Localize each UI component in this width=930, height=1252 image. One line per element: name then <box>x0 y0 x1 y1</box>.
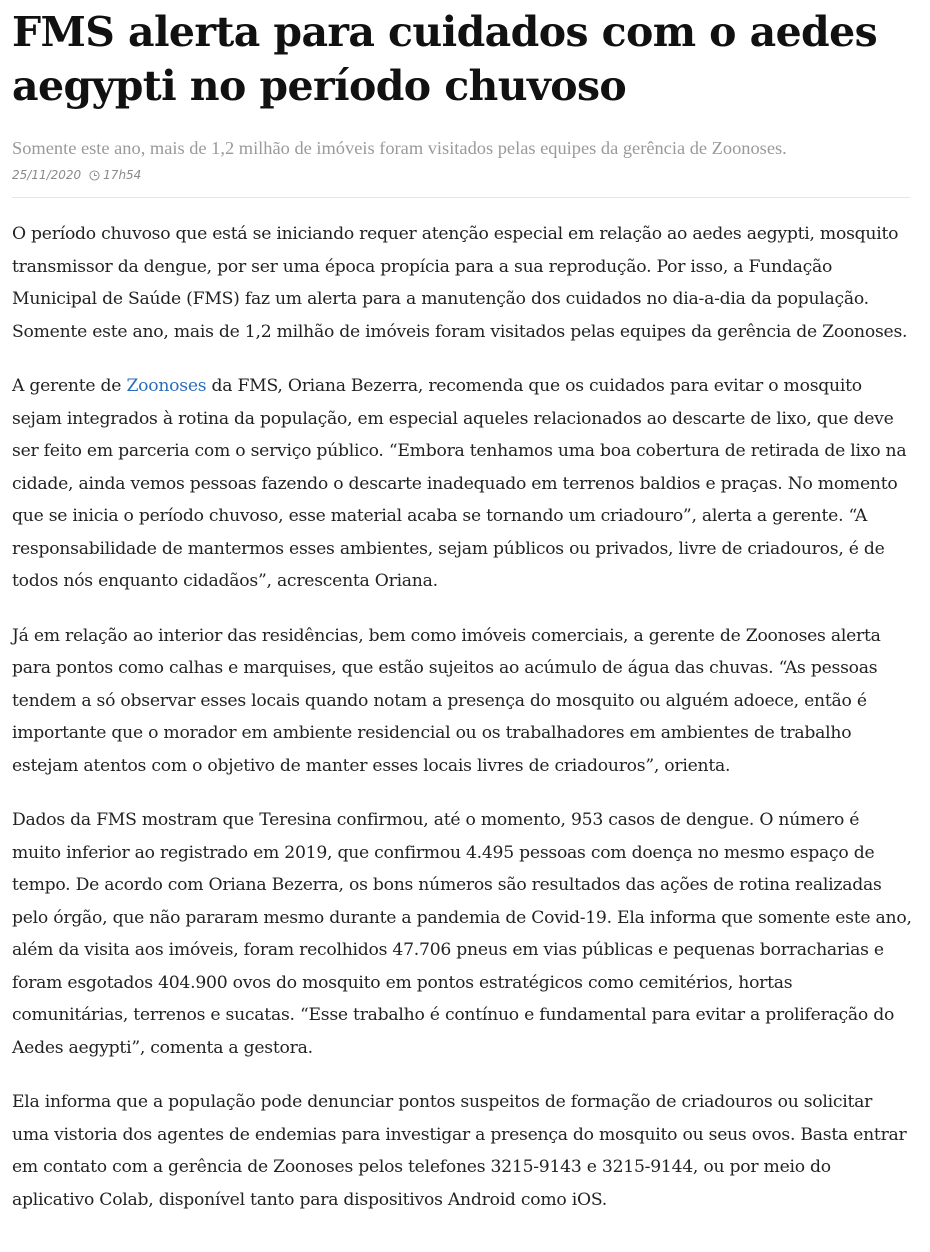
article-meta <box>12 167 912 183</box>
paragraph-5: Ela informa que a população pode denunciar pontos suspeitos de formação de criadouros ou solicitar uma vistoria dos agentes de endemias para investigar a presença do mosquito ou seus ovos. Basta entrar em contato com a gerência de Zoonoses pelos telefones 3215-9143 e 3215-9144, ou por meio do aplicativo Colab, disponível tanto para dispositivos Android como iOS. <box>12 1092 907 1210</box>
paragraph-4: Dados da FMS mostram que Teresina confirmou, até o momento, 953 casos de dengue. O número é muito inferior ao registrado em 2019, que confirmou 4.495 pessoas com doença no mesmo espaço de tempo. De acordo com Oriana Bezerra, os bons números são resultados das ações de rotina realizadas pelo órgão, que não pararam mesmo durante a pandemia de Covid-19. Ela informa que somente este ano, além da visita aos imóveis, foram recolhidos 47.706 pneus em vias públicas e pequenas borracharias e foram esgotados 404.900 ovos do mosquito em pontos estratégicos como cemitérios, hortas comunitárias, terrenos e sucatas. “Esse trabalho é contínuo e fundamental para evitar a proliferação do Aedes aegypti”, comenta a gestora. <box>12 810 912 1058</box>
paragraph-3: Já em relação ao interior das residências, bem como imóveis comerciais, a gerente de Zoonoses alerta para pontos como calhas e marquises, que estão sujeitos ao acúmulo de água das chuvas. “As pessoas tendem a só observar esses locais quando notam a presença do mosquito ou alguém adoece, então é importante que o morador em ambiente residencial ou os trabalhadores em ambientes de trabalho estejam atentos com o objetivo de manter esses locais livres de criadouros”, orienta. <box>12 625 881 776</box>
paragraph-2-after-link: da FMS, Oriana Bezerra, recomenda que os cuidados para evitar o mosquito sejam integrados à rotina da população, em especial aqueles relacionados ao descarte de lixo, que deve ser feito em parceria com o serviço público. “Embora tenhamos uma boa cobertura de retirada de lixo na cidade, ainda vemos pessoas fazendo o descarte inadequado em terrenos baldios e praças. No momento que se inicia o período chuvoso, esse material acaba se tornando um criadouro”, alerta a gerente. “A responsabilidade de mantermos esses ambientes, sejam públicos ou privados, livre de criadouros, é de todos nós enquanto cidadãos”, acrescenta Oriana. <box>12 376 907 591</box>
paragraph-2-before-link: A gerente de <box>12 376 127 396</box>
publish-date: 25/11/2020 <box>12 168 82 182</box>
article-title: FMS alerta para cuidados com o aedes aegypti no período chuvoso <box>12 8 878 110</box>
article-subtitle: Somente este ano, mais de 1,2 milhão de imóveis foram visitados pelas equipes da gerência de Zoonoses. <box>12 138 787 158</box>
article-body <box>12 218 912 1216</box>
zoonoses-link[interactable]: Zoonoses <box>126 376 207 396</box>
paragraph-2 <box>12 370 912 598</box>
paragraph-1: O período chuvoso que está se iniciando requer atenção especial em relação ao aedes aegypti, mosquito transmissor da dengue, por ser uma época propícia para a sua reprodução. Por isso, a Fundação Municipal de Saúde (FMS) faz um alerta para a manutenção dos cuidados no dia-a-dia da população. Somente este ano, mais de 1,2 milhão de imóveis foram visitados pelas equipes da gerência de Zoonoses. <box>12 224 908 342</box>
article <box>12 0 912 1238</box>
clock-icon <box>89 170 100 181</box>
publish-time: 17h54 <box>103 168 142 182</box>
header-divider <box>12 197 910 198</box>
